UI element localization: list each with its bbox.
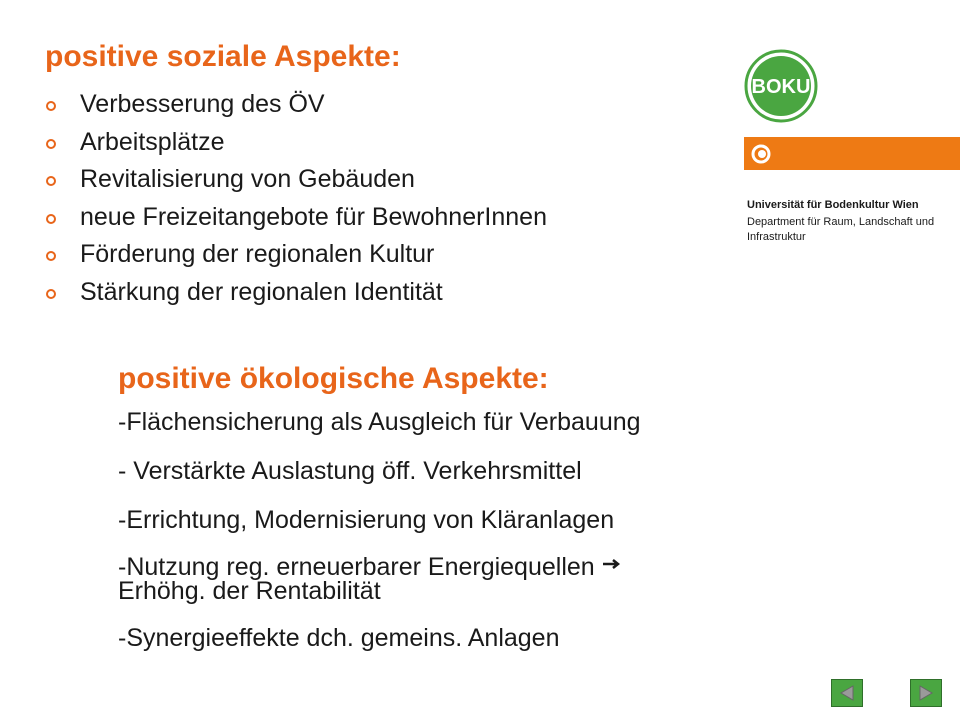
list-item: -Flächensicherung als Ausgleich für Verbauung: [118, 408, 641, 436]
list-item: -Nutzung reg. erneuerbarer Energiequellen Erhöhg. der Rentabilität: [118, 555, 641, 603]
orange-banner: [744, 137, 960, 170]
boku-logo-text: BOKU: [751, 76, 811, 98]
triangle-right-icon: [919, 685, 933, 701]
social-aspects-heading: positive soziale Aspekte:: [45, 40, 401, 73]
arrow-right-icon: [603, 559, 621, 569]
bullet-icon: [46, 176, 56, 186]
triangle-left-icon: [840, 685, 854, 701]
bullet-icon: [46, 101, 56, 111]
list-item: Förderung der regionalen Kultur: [45, 240, 547, 278]
list-item: Stärkung der regionalen Identität: [45, 278, 547, 316]
university-name: Universität für Bodenkultur Wien: [747, 199, 919, 211]
next-slide-button[interactable]: [910, 679, 942, 707]
list-item: -Errichtung, Modernisierung von Kläranlagen: [118, 506, 615, 534]
list-item: Revitalisierung von Gebäuden: [45, 165, 547, 203]
list-item: Arbeitsplätze: [45, 128, 547, 166]
list-item: -Synergieeffekte dch. gemeins. Anlagen: [118, 624, 560, 652]
bullet-icon: [46, 214, 56, 224]
bullet-icon: [46, 289, 56, 299]
boku-logo: [744, 49, 818, 123]
ecological-aspects-heading: positive ökologische Aspekte:: [118, 362, 549, 395]
department-name: Department für Raum, Landschaft und Infrastruktur: [747, 216, 935, 243]
ecological-aspects-list: [118, 408, 641, 652]
previous-slide-button[interactable]: [831, 679, 863, 707]
bullet-icon: [46, 139, 56, 149]
list-item: Verbesserung des ÖV: [45, 90, 547, 128]
list-item: neue Freizeitangebote für BewohnerInnen: [45, 203, 547, 241]
list-item: - Verstärkte Auslastung öff. Verkehrsmittel: [118, 457, 582, 485]
social-aspects-list: [45, 90, 547, 315]
bullet-icon: [46, 251, 56, 261]
swirl-icon: [750, 143, 772, 165]
